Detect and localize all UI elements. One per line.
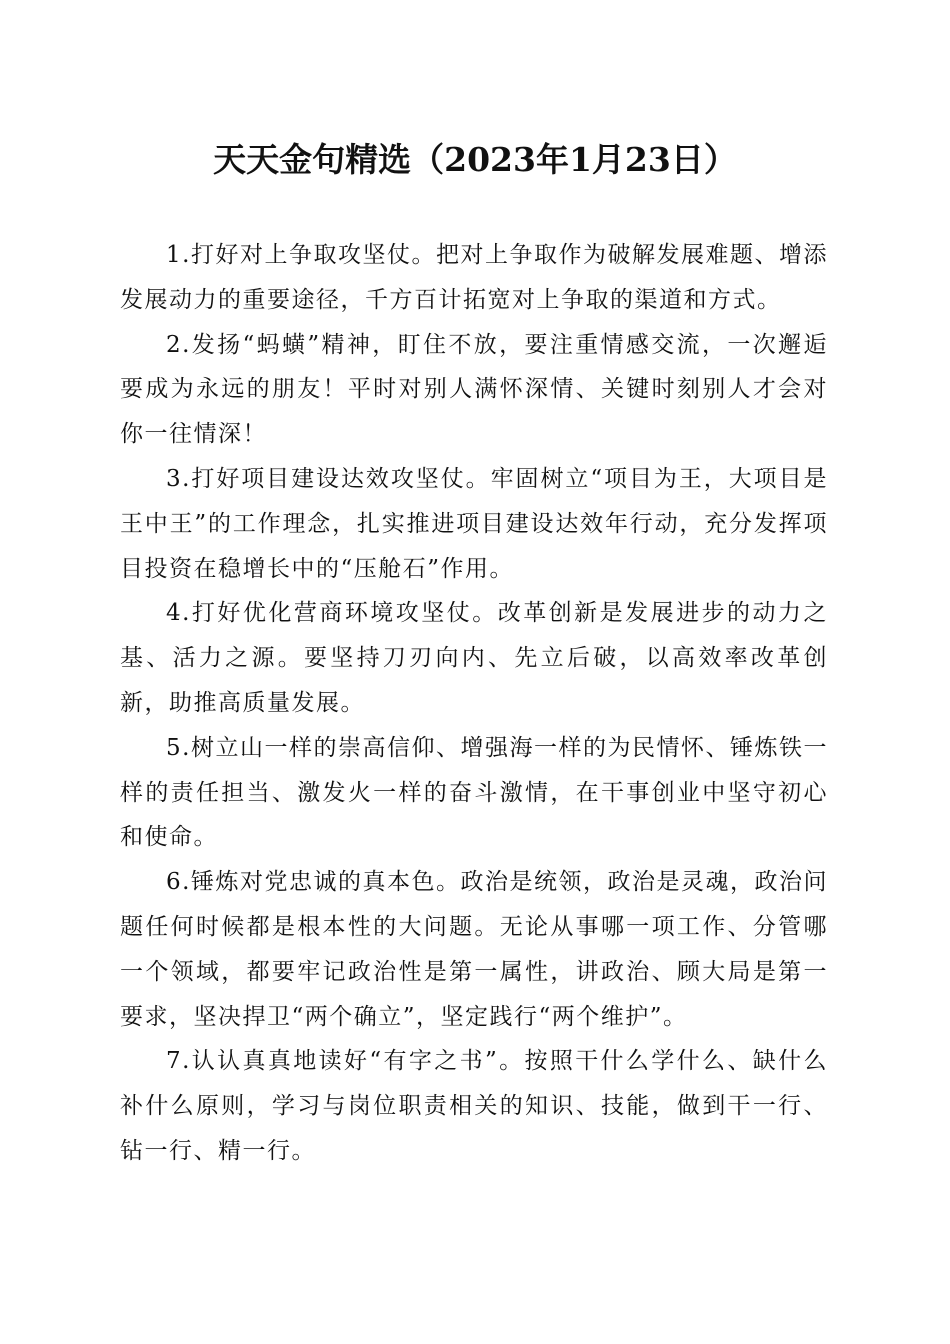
paragraph-1: 1.打好对上争取攻坚仗。把对上争取作为破解发展难题、增添发展动力的重要途径，千方百计拓宽对上争取的渠道和方式。: [120, 242, 828, 313]
document-body: [120, 233, 828, 1174]
paragraph-2: 2.发扬“蚂蟥”精神，盯住不放，要注重情感交流，一次邂逅要成为永远的朋友！平时对别人满怀深情、关键时刻别人才会对你一往情深！: [120, 331, 828, 448]
paragraph-4: 4.打好优化营商环境攻坚仗。改革创新是发展进步的动力之基、活力之源。要坚持刀刃向内、先立后破，以高效率改革创新，助推高质量发展。: [120, 600, 828, 716]
document-title: 天天金句精选（2023年1月23日）: [213, 140, 737, 179]
paragraph-5: 5.树立山一样的崇高信仰、增强海一样的为民情怀、锤炼铁一样的责任担当、激发火一样的奋斗激情，在干事创业中坚守初心和使命。: [120, 734, 828, 851]
paragraph-6: 6.锤炼对党忠诚的真本色。政治是统领，政治是灵魂，政治问题任何时候都是根本性的大问题。无论从事哪一项工作、分管哪一个领域，都要牢记政治性是第一属性，讲政治、顾大局是第一要求，坚决捍卫“两个确立”，坚定践行“两个维护”。: [120, 869, 828, 1030]
paragraph-7: 7.认认真真地读好“有字之书”。按照干什么学什么、缺什么补什么原则，学习与岗位职责相关的知识、技能，做到干一行、钻一行、精一行。: [120, 1048, 828, 1164]
paragraph-3: 3.打好项目建设达效攻坚仗。牢固树立“项目为王，大项目是王中王”的工作理念，扎实推进项目建设达效年行动，充分发挥项目投资在稳增长中的“压舱石”作用。: [120, 465, 828, 582]
